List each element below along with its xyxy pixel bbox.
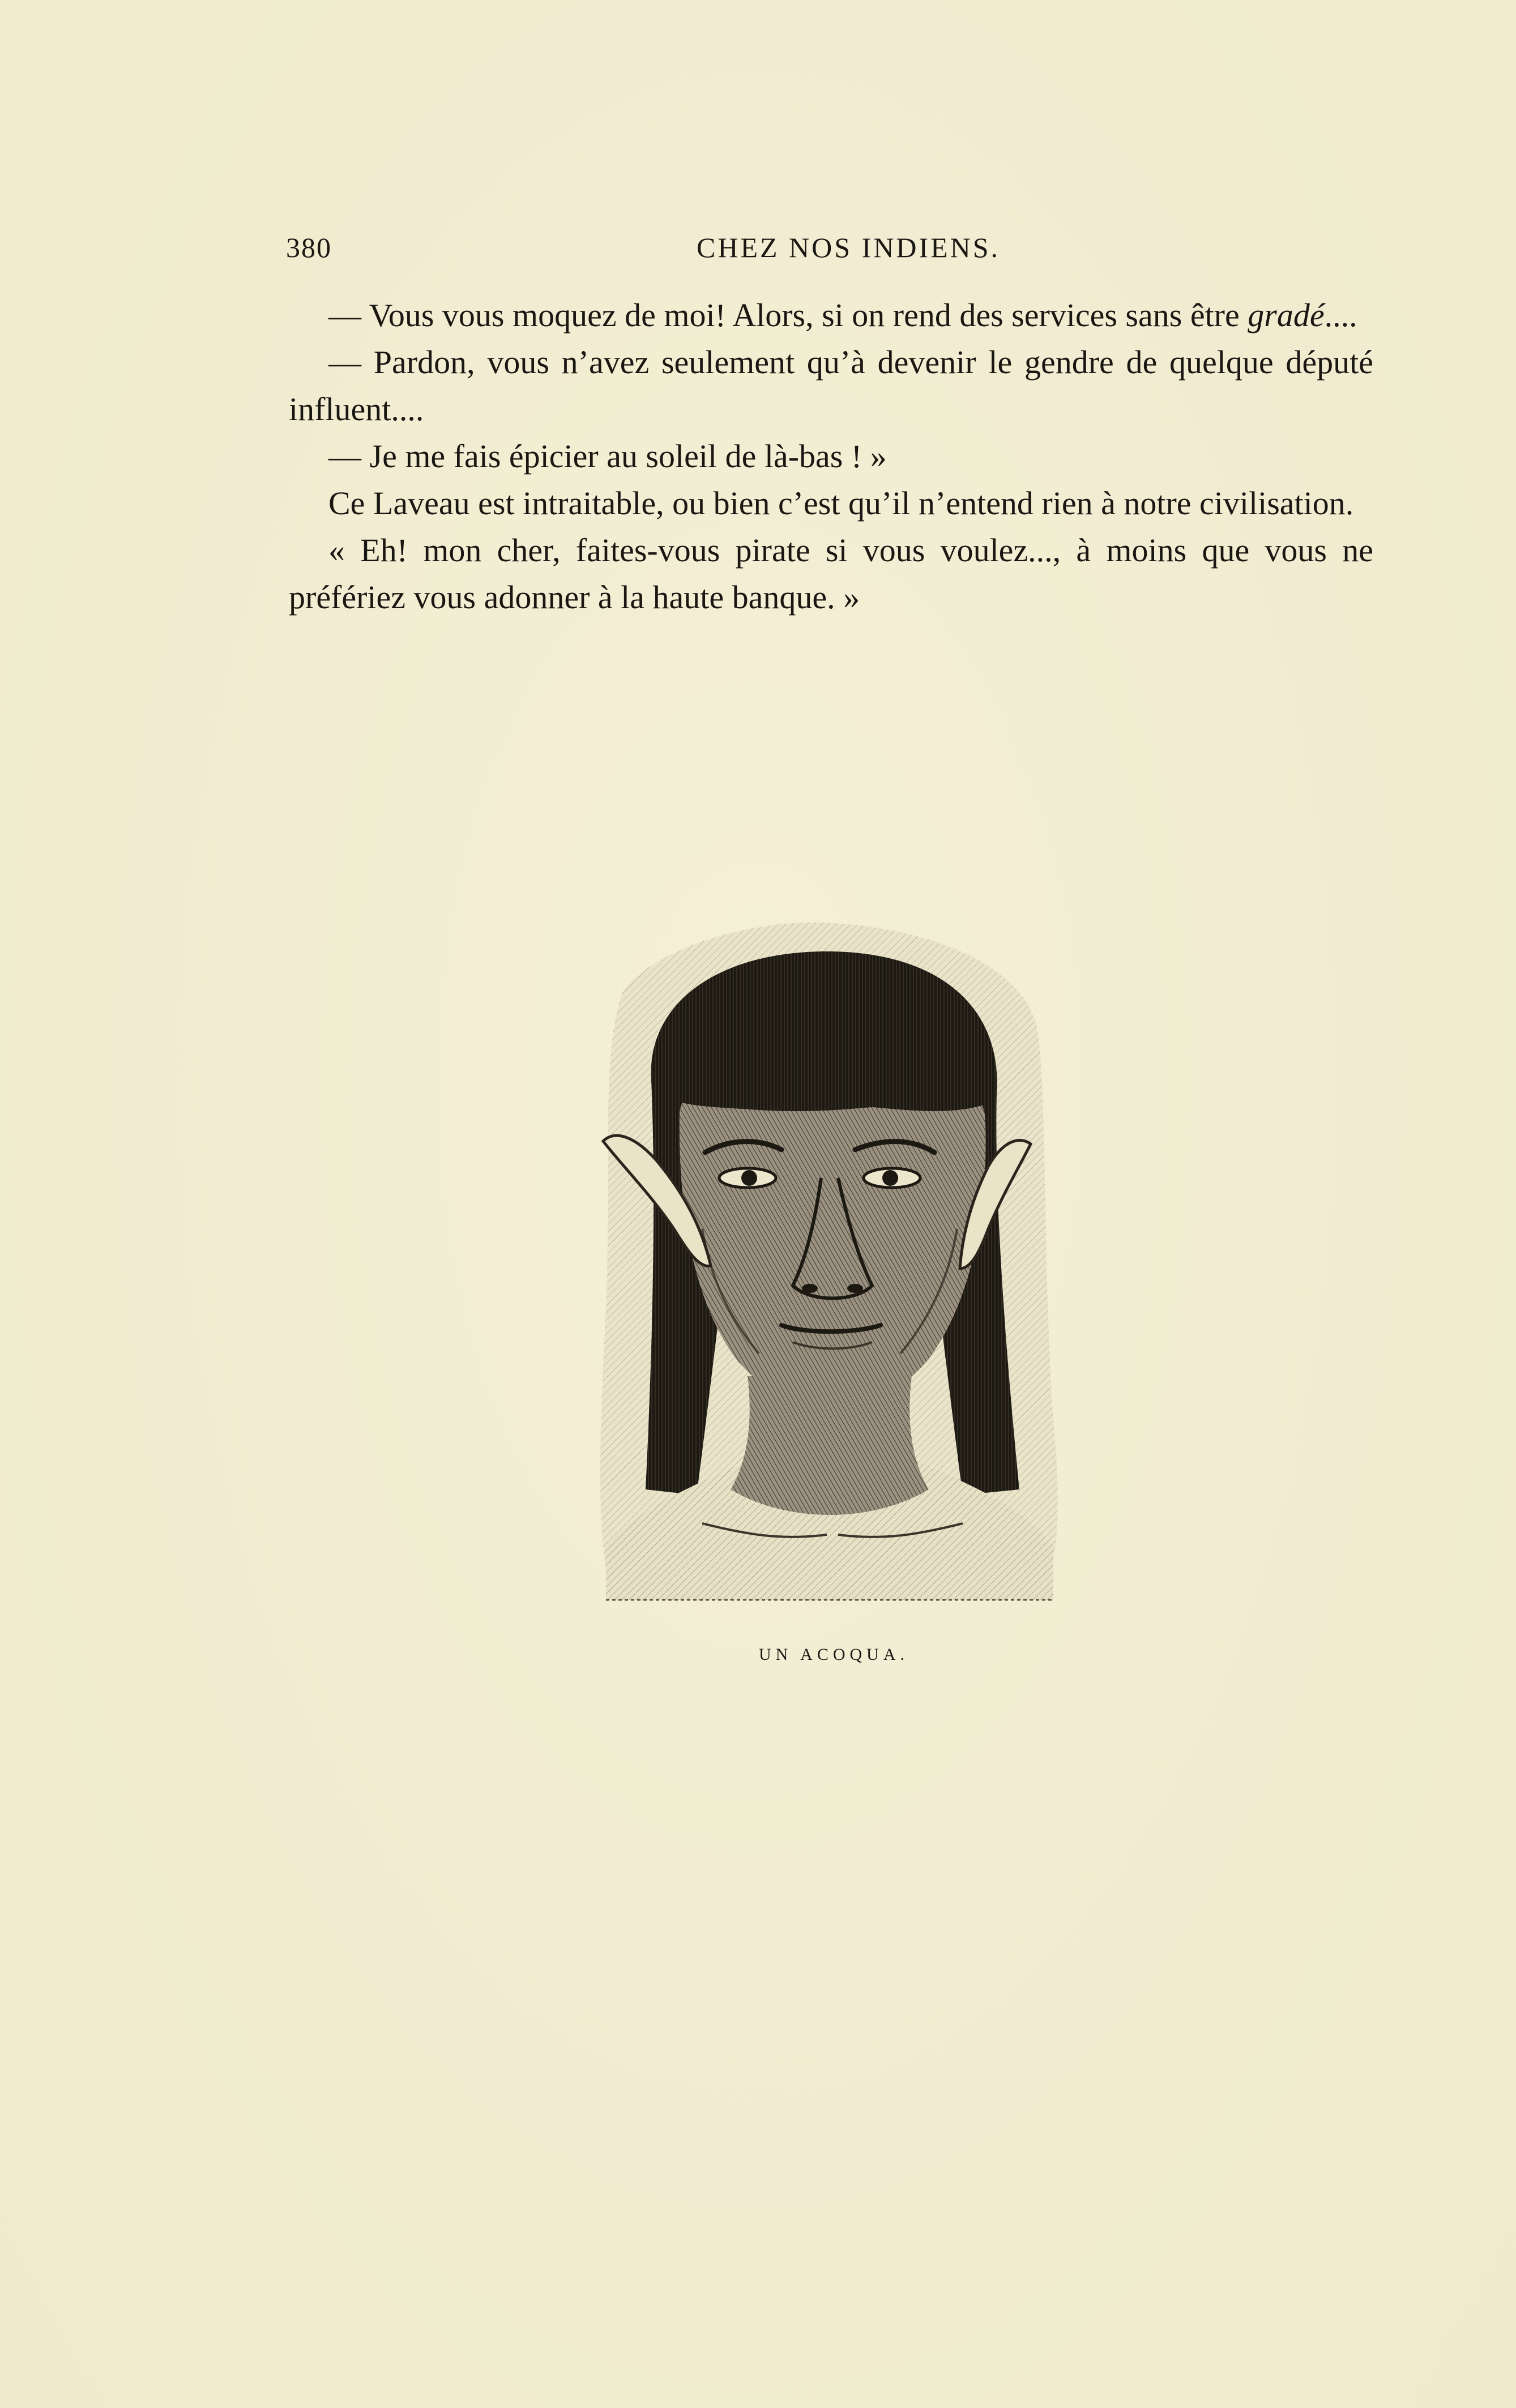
running-head: CHEZ NOS INDIENS. (697, 232, 1001, 263)
page-number: 380 (286, 232, 332, 263)
paragraph: — Vous vous moquez de moi! Alors, si on rend des services sans être gradé.... (328, 297, 1357, 334)
illustration-caption: UN ACOQUA. (759, 1645, 909, 1664)
italic-word: gradé (1248, 297, 1325, 334)
paragraph: — Pardon, vous n’avez seulement qu’à devenir le gendre de quelque député influent.... (289, 344, 1373, 428)
portrait-engraving (589, 912, 1067, 1617)
body-text (289, 292, 1373, 621)
page-header (286, 231, 1373, 271)
paragraph: — Je me fais épicier au soleil de là-bas ! » (328, 438, 887, 475)
paragraph: Ce Laveau est intraitable, ou bien c’est qu’il n’entend rien à notre civilisation. (328, 485, 1354, 522)
paragraph: « Eh! mon cher, faites-vous pirate si vous voulez..., à moins que vous ne préfériez vous adonner à la haute banque. » (289, 532, 1373, 616)
